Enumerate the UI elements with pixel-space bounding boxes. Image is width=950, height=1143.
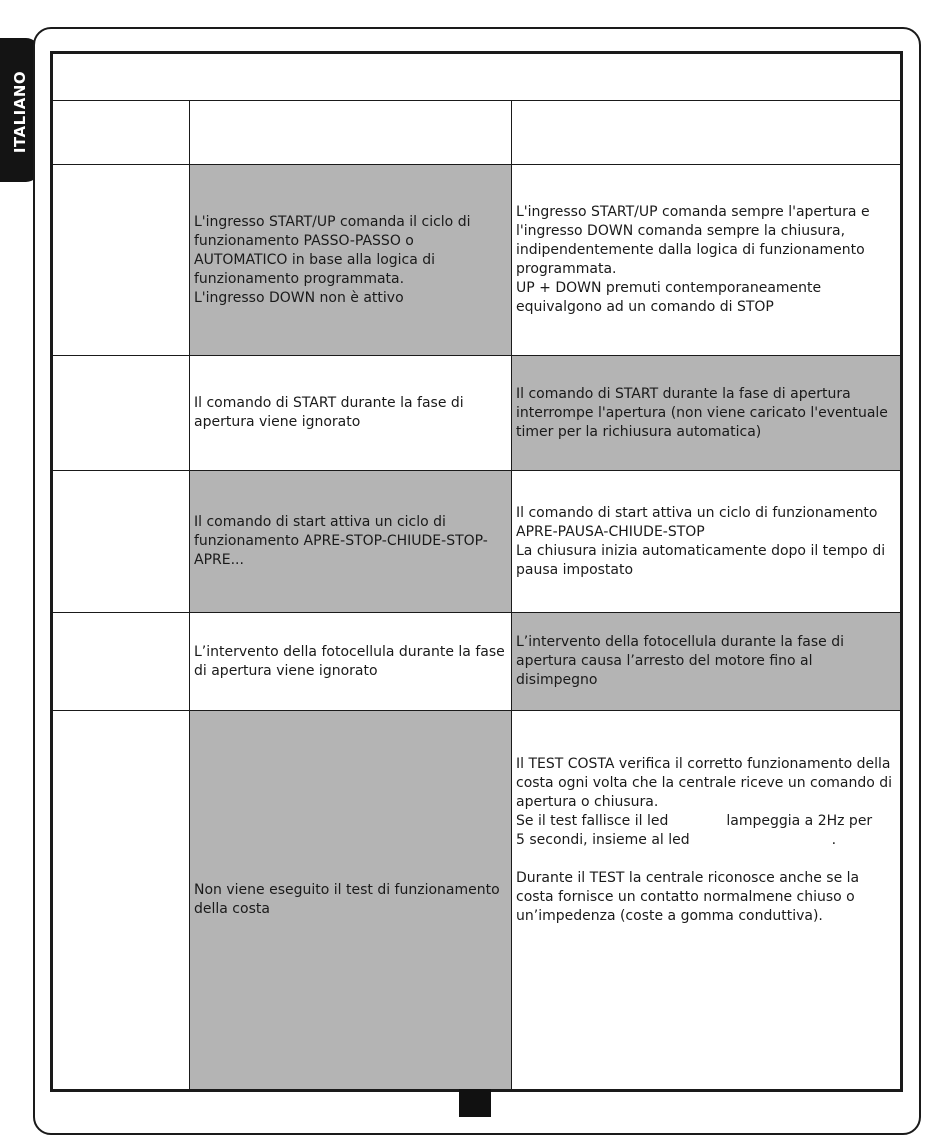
edge-test-seconds-line [516,831,896,850]
language-tab-label: ITALIANO [11,70,29,154]
option-on-cell: Il comando di start attiva un ciclo di funzionamento APRE-PAUSA-CHIUDE-STOP La chiusura inizia automaticamente dopo il tempo di pausa impostato [512,471,902,613]
edge-test-description: Il TEST COSTA verifica il corretto funzionamento della costa ogni volta che la centrale riceve un comando di apertura o chiusura. [516,755,893,810]
parameter-cell [52,471,190,613]
table-row [52,711,902,1091]
table-row [52,471,902,613]
header-cell-parameter [52,101,190,165]
table-row [52,165,902,356]
table-header-row [52,101,902,165]
table-title-cell [52,53,902,101]
edge-test-blink-text: lampeggia a 2Hz per [726,812,873,829]
header-cell-on [512,101,902,165]
edge-test-period: . [831,831,837,848]
parameters-table [50,51,903,1092]
option-on-cell: Il comando di START durante la fase di apertura interrompe l'apertura (non viene caricato l'eventuale timer per la richiusura automatica) [512,356,902,471]
edge-test-seconds-text: 5 secondi, insieme al led [516,831,690,848]
option-off-cell: Non viene eseguito il test di funzionamento della costa [190,711,512,1091]
parameter-cell [52,711,190,1091]
option-on-cell: L’intervento della fotocellula durante la fase di apertura causa l’arresto del motore fino al disimpegno [512,613,902,711]
table-title-row [52,53,902,101]
edge-test-spacer [516,850,896,869]
led-indicator-blank [690,831,832,850]
header-cell-off [190,101,512,165]
option-off-cell: Il comando di START durante la fase di apertura viene ignorato [190,356,512,471]
option-off-cell: L’intervento della fotocellula durante la fase di apertura viene ignorato [190,613,512,711]
edge-test-detection-text: Durante il TEST la centrale riconosce anche se la costa fornisce un contatto normalmene chiuso o un’impedenza (coste a gomma conduttiva). [516,869,860,924]
table-row [52,356,902,471]
option-off-cell: L'ingresso START/UP comanda il ciclo di funzionamento PASSO-PASSO o AUTOMATICO in base alla logica di funzionamento programmata. L'ingresso DOWN non è attivo [190,165,512,356]
parameter-cell [52,165,190,356]
edge-test-led-line [516,812,896,831]
page-footer-tab [459,1089,491,1117]
option-on-cell [512,711,902,1091]
table-row [52,613,902,711]
option-on-cell: L'ingresso START/UP comanda sempre l'apertura e l'ingresso DOWN comanda sempre la chiusura, indipendentemente dalla logica di funzionamento programmata. UP + DOWN premuti contemporaneamente equivalgono ad un comando di STOP [512,165,902,356]
parameter-cell [52,356,190,471]
led-indicator-blank [668,812,726,831]
parameter-cell [52,613,190,711]
edge-test-fail-text: Se il test fallisce il led [516,812,669,829]
option-off-cell: Il comando di start attiva un ciclo di funzionamento APRE-STOP-CHIUDE-STOP-APRE... [190,471,512,613]
